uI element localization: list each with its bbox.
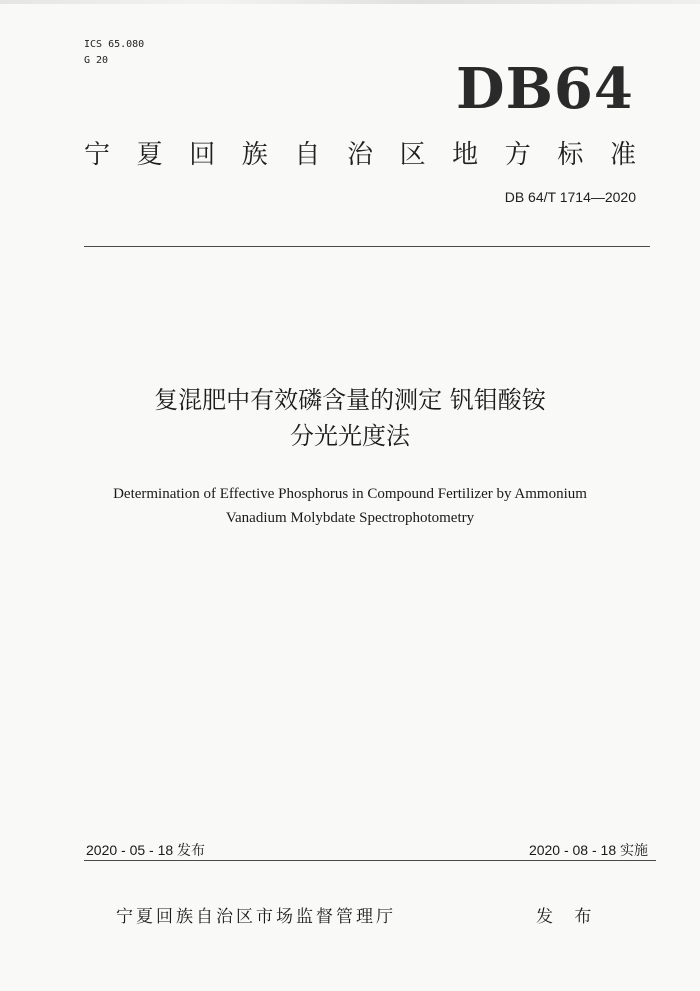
english-title-line-1: Determination of Effective Phosphorus in Compound Fertilizer by Ammonium [113, 486, 587, 502]
standard-type-char: 自 [294, 140, 321, 170]
chinese-title [60, 382, 640, 454]
standard-type-char: 标 [557, 140, 584, 170]
footer-divider [84, 860, 656, 861]
standard-type-char: 地 [452, 140, 479, 170]
standard-logo: DB64 [456, 56, 634, 122]
chinese-title-line-1: 复混肥中有效磷含量的测定 钒钼酸铵 [154, 386, 546, 414]
classification-codes [84, 37, 144, 69]
ics-code: ICS 65.080 [84, 39, 145, 50]
scan-edge [0, 0, 700, 4]
standard-type-char: 夏 [136, 140, 163, 170]
standard-type-char: 回 [189, 140, 216, 170]
implementation-date: 2020 - 08 - 18 实施 [528, 842, 648, 858]
standard-type-title [84, 135, 636, 175]
english-title-line-2: Vanadium Molybdate Spectrophotometry [225, 510, 475, 526]
chinese-title-line-2: 分光光度法 [290, 422, 410, 450]
standard-number: DB 64/T 1714—2020 [504, 189, 636, 205]
standard-type-char: 治 [346, 140, 373, 170]
class-code: G 20 [84, 55, 109, 66]
header-divider [84, 246, 650, 247]
standard-type-char: 准 [609, 140, 636, 170]
issue-date: 2020 - 05 - 18 发布 [86, 842, 206, 858]
standard-type-char: 宁 [84, 140, 111, 170]
publish-label: 发 布 [536, 907, 600, 927]
standard-type-char: 方 [504, 140, 531, 170]
standard-type-char: 区 [399, 140, 426, 170]
publisher-name: 宁夏回族自治区市场监督管理厅 [116, 907, 396, 927]
standard-type-char: 族 [241, 140, 268, 170]
english-title [60, 482, 640, 530]
